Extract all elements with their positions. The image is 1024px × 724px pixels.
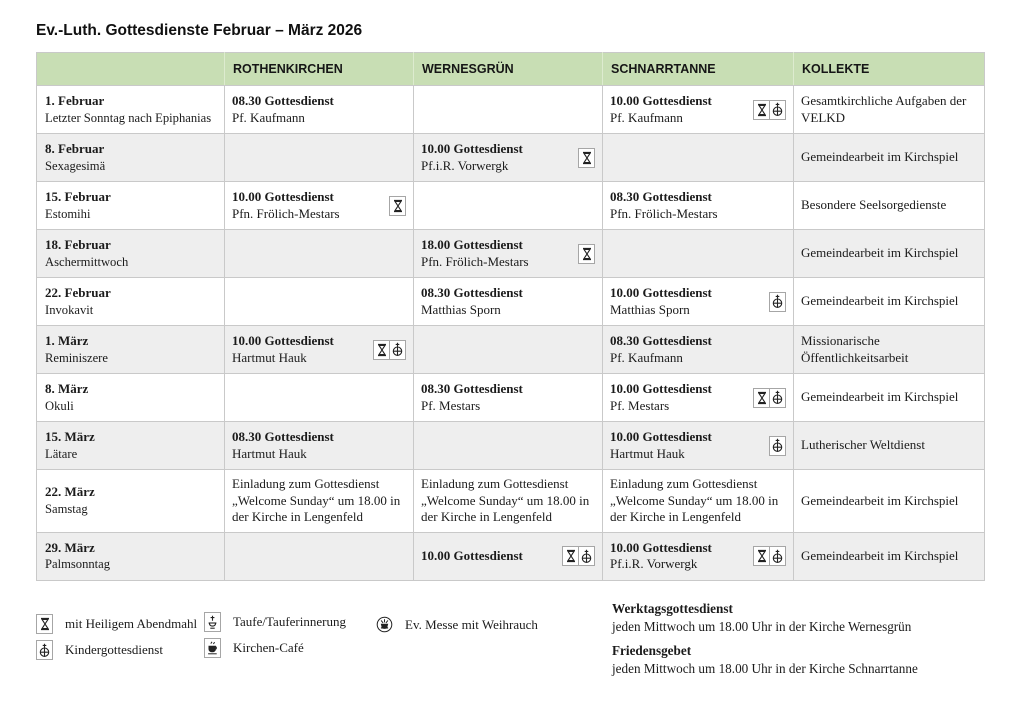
sunday-name-label: Letzter Sonntag nach Epiphanias <box>45 110 212 125</box>
communion-icon <box>389 196 406 216</box>
sunday-name-label: Aschermittwoch <box>45 254 129 269</box>
service-text <box>232 189 387 222</box>
date-cell <box>37 86 225 134</box>
service-line: Einladung zum Gottesdienst „Welcome Sunday“ um 18.00 in der Kirche in Lengenfeld <box>232 476 401 524</box>
service-line: Matthias Sporn <box>421 301 501 317</box>
service-cell-rothenkirchen <box>225 182 414 230</box>
date-label: 8. März <box>45 381 89 396</box>
service-line: 18.00 Gottesdienst <box>421 237 523 252</box>
weekday-notes <box>612 600 1012 684</box>
kollekte-text: Gemeindearbeit im Kirchspiel <box>801 492 959 508</box>
communion-icon <box>562 546 579 566</box>
legend-label: mit Heiligem Abendmahl <box>65 616 198 631</box>
legend-label: Ev. Messe mit Weihrauch <box>405 616 538 632</box>
service-line: Einladung zum Gottesdienst „Welcome Sunday“ um 18.00 in der Kirche in Lengenfeld <box>421 476 590 524</box>
table-row <box>37 134 985 182</box>
kollekte-text: Gemeindearbeit im Kirchspiel <box>801 149 959 165</box>
censer-circle-icon <box>376 616 393 633</box>
legend-label: Kindergottesdienst <box>65 642 163 657</box>
kollekte-text: Missionarische Öffentlichkeitsarbeit <box>801 333 909 365</box>
kollekte-text: Lutherischer Weltdienst <box>801 437 925 453</box>
service-cell-wernesgruen <box>414 230 603 278</box>
service-line: 10.00 Gottesdienst <box>610 429 712 444</box>
date-cell <box>37 326 225 374</box>
service-line: 10.00 Gottesdienst <box>421 547 523 563</box>
service-text <box>232 333 371 366</box>
kollekte-cell <box>794 86 985 134</box>
kollekte-cell <box>794 532 985 580</box>
date-label: 1. März <box>45 333 89 348</box>
service-line: 10.00 Gottesdienst <box>610 93 712 108</box>
table-row <box>37 278 985 326</box>
communion-icon <box>753 100 770 120</box>
service-text <box>610 189 784 222</box>
kindergottesdienst-icon <box>769 388 786 408</box>
service-line: Pfn. Frölich-Mestars <box>232 205 340 221</box>
service-cell-wernesgruen <box>414 182 603 230</box>
service-line: Pf.i.R. Vorwergk <box>421 157 509 173</box>
service-text <box>610 429 767 462</box>
date-cell <box>37 182 225 230</box>
service-line: 10.00 Gottesdienst <box>610 539 712 555</box>
header-rothenkirchen: ROTHENKIRCHEN <box>225 53 414 86</box>
header-date-column <box>37 53 225 86</box>
date-label: 15. Februar <box>45 189 111 204</box>
service-line: 10.00 Gottesdienst <box>421 141 523 156</box>
baptism-font-icon <box>204 612 221 632</box>
date-label: 18. Februar <box>45 237 111 252</box>
legend-label: Taufe/Tauferinnerung <box>233 614 346 629</box>
service-line: Pf. Mestars <box>421 397 481 413</box>
note-text: jeden Mittwoch um 18.00 Uhr in der Kirche Schnarrtanne <box>612 661 918 676</box>
date-cell <box>37 278 225 326</box>
service-icons <box>769 292 786 312</box>
kindergottesdienst-orb-icon <box>36 640 53 660</box>
service-icons <box>753 100 786 120</box>
table-row <box>37 326 985 374</box>
service-text <box>610 381 751 414</box>
date-cell <box>37 374 225 422</box>
service-cell-wernesgruen <box>414 470 603 533</box>
table-row <box>37 532 985 580</box>
service-line: Einladung zum Gottesdienst „Welcome Sunday“ um 18.00 in der Kirche in Lengenfeld <box>610 476 779 524</box>
service-line: Hartmut Hauk <box>232 445 307 461</box>
service-line: 08.30 Gottesdienst <box>421 381 523 396</box>
service-icons <box>389 196 406 216</box>
service-line: 10.00 Gottesdienst <box>232 189 334 204</box>
service-line: Pf. Mestars <box>610 397 670 413</box>
kollekte-text: Gemeindearbeit im Kirchspiel <box>801 389 959 405</box>
service-icons <box>578 244 595 264</box>
service-cell-schnarrtanne <box>603 134 794 182</box>
service-text <box>421 237 576 270</box>
date-label: 22. Februar <box>45 285 111 300</box>
service-cell-schnarrtanne <box>603 326 794 374</box>
sunday-name-label: Palmsonntag <box>45 557 111 571</box>
service-cell-schnarrtanne <box>603 470 794 533</box>
service-line: Pfn. Frölich-Mestars <box>610 205 718 221</box>
service-cell-rothenkirchen <box>225 230 414 278</box>
legend-item-messe <box>376 616 538 633</box>
sunday-name-label: Okuli <box>45 398 74 413</box>
communion-icon <box>373 340 390 360</box>
service-text <box>232 476 404 526</box>
kollekte-text: Gemeindearbeit im Kirchspiel <box>801 293 959 309</box>
kollekte-cell <box>794 134 985 182</box>
sunday-name-label: Sexagesimä <box>45 158 106 173</box>
table-header-row <box>37 53 985 86</box>
service-line: Pf. Kaufmann <box>610 349 683 365</box>
communion-icon <box>753 388 770 408</box>
service-cell-wernesgruen <box>414 134 603 182</box>
service-cell-rothenkirchen <box>225 374 414 422</box>
service-text <box>610 285 767 318</box>
kollekte-cell <box>794 182 985 230</box>
service-text <box>610 333 784 366</box>
service-cell-rothenkirchen <box>225 532 414 580</box>
service-text <box>232 429 404 462</box>
date-label: 8. Februar <box>45 141 105 156</box>
legend-item-taufe <box>204 612 346 632</box>
service-cell-wernesgruen <box>414 532 603 580</box>
table-row <box>37 182 985 230</box>
service-text <box>610 476 784 526</box>
kindergottesdienst-icon <box>389 340 406 360</box>
date-cell <box>37 470 225 533</box>
service-cell-wernesgruen <box>414 374 603 422</box>
service-cell-rothenkirchen <box>225 86 414 134</box>
table-row <box>37 86 985 134</box>
date-label: 22. März <box>45 484 95 500</box>
note-title: Friedensgebet <box>612 643 692 658</box>
service-icons <box>753 546 786 566</box>
header-wernesgruen: WERNESGRÜN <box>414 53 603 86</box>
sunday-name-label: Reminiszere <box>45 350 108 365</box>
service-line: 08.30 Gottesdienst <box>421 285 523 300</box>
kollekte-cell <box>794 230 985 278</box>
service-cell-schnarrtanne <box>603 374 794 422</box>
sunday-name-label: Samstag <box>45 501 88 516</box>
service-text <box>232 93 404 126</box>
header-schnarrtanne: SCHNARRTANNE <box>603 53 794 86</box>
service-schedule-table <box>36 52 985 581</box>
legend-item-communion <box>36 614 197 634</box>
service-line: 08.30 Gottesdienst <box>610 189 712 204</box>
service-text <box>421 476 593 526</box>
service-text <box>610 93 751 126</box>
service-line: Pf. Kaufmann <box>232 109 305 125</box>
kollekte-cell <box>794 470 985 533</box>
service-icons <box>578 148 595 168</box>
service-icons <box>562 546 595 566</box>
table-row <box>37 374 985 422</box>
service-cell-rothenkirchen <box>225 470 414 533</box>
service-line: 10.00 Gottesdienst <box>232 333 334 348</box>
date-label: 29. März <box>45 539 95 555</box>
kollekte-cell <box>794 422 985 470</box>
legend-item-kindergottesdienst <box>36 640 163 660</box>
sunday-name-label: Invokavit <box>45 302 94 317</box>
service-cell-wernesgruen <box>414 422 603 470</box>
service-cell-schnarrtanne <box>603 86 794 134</box>
service-text <box>421 381 593 414</box>
service-text <box>421 141 576 174</box>
date-label: 1. Februar <box>45 93 105 108</box>
service-cell-wernesgruen <box>414 86 603 134</box>
table-row <box>37 230 985 278</box>
service-line: 08.30 Gottesdienst <box>232 429 334 444</box>
legend-item-kirchencafe <box>204 638 304 658</box>
service-icons <box>373 340 406 360</box>
service-line: 10.00 Gottesdienst <box>610 285 712 300</box>
service-cell-wernesgruen <box>414 278 603 326</box>
service-line: Pf.i.R. Vorwergk <box>610 556 698 571</box>
service-cell-wernesgruen <box>414 326 603 374</box>
sunday-name-label: Estomihi <box>45 206 91 221</box>
service-cell-rothenkirchen <box>225 326 414 374</box>
kindergottesdienst-icon <box>769 292 786 312</box>
service-cell-rothenkirchen <box>225 134 414 182</box>
date-cell <box>37 532 225 580</box>
service-text <box>421 548 560 565</box>
kindergottesdienst-icon <box>578 546 595 566</box>
service-cell-schnarrtanne <box>603 230 794 278</box>
date-cell <box>37 230 225 278</box>
kollekte-cell <box>794 326 985 374</box>
date-label: 15. März <box>45 429 95 444</box>
communion-icon <box>578 148 595 168</box>
header-kollekte: KOLLEKTE <box>794 53 985 86</box>
note-friedensgebet <box>612 642 1012 678</box>
communion-icon <box>578 244 595 264</box>
coffee-cup-icon <box>204 638 221 658</box>
kollekte-text: Gemeindearbeit im Kirchspiel <box>801 245 959 261</box>
service-line: 08.30 Gottesdienst <box>232 93 334 108</box>
kollekte-text: Gesamtkirchliche Aufgaben der VELKD <box>801 93 967 125</box>
service-line: Matthias Sporn <box>610 301 690 317</box>
note-werktagsgottesdienst <box>612 600 1012 636</box>
kollekte-cell <box>794 278 985 326</box>
service-text <box>421 285 593 318</box>
service-line: Pf. Kaufmann <box>610 109 683 125</box>
kindergottesdienst-icon <box>769 100 786 120</box>
service-text <box>610 540 751 573</box>
service-line: Hartmut Hauk <box>232 349 307 365</box>
kollekte-cell <box>794 374 985 422</box>
service-line: Hartmut Hauk <box>610 445 685 461</box>
service-cell-rothenkirchen <box>225 278 414 326</box>
table-row <box>37 470 985 533</box>
service-cell-schnarrtanne <box>603 532 794 580</box>
service-line: 10.00 Gottesdienst <box>610 381 712 396</box>
service-cell-schnarrtanne <box>603 182 794 230</box>
kindergottesdienst-icon <box>769 436 786 456</box>
service-line: 08.30 Gottesdienst <box>610 333 712 348</box>
table-row <box>37 422 985 470</box>
communion-hourglass-icon <box>36 614 53 634</box>
note-title: Werktagsgottesdienst <box>612 601 733 616</box>
service-icons <box>753 388 786 408</box>
service-cell-schnarrtanne <box>603 422 794 470</box>
date-cell <box>37 134 225 182</box>
service-icons <box>769 436 786 456</box>
date-cell <box>37 422 225 470</box>
service-cell-schnarrtanne <box>603 278 794 326</box>
legend-label: Kirchen-Café <box>233 640 304 655</box>
service-cell-rothenkirchen <box>225 422 414 470</box>
communion-icon <box>753 546 770 566</box>
kollekte-text: Besondere Seelsorgedienste <box>801 197 947 213</box>
note-text: jeden Mittwoch um 18.00 Uhr in der Kirche Wernesgrün <box>612 619 912 634</box>
service-line: Pfn. Frölich-Mestars <box>421 253 529 269</box>
page-title: Ev.-Luth. Gottesdienste Februar – März 2026 <box>36 22 363 39</box>
kindergottesdienst-icon <box>769 546 786 566</box>
sunday-name-label: Lätare <box>45 446 78 461</box>
kollekte-text: Gemeindearbeit im Kirchspiel <box>801 547 959 563</box>
